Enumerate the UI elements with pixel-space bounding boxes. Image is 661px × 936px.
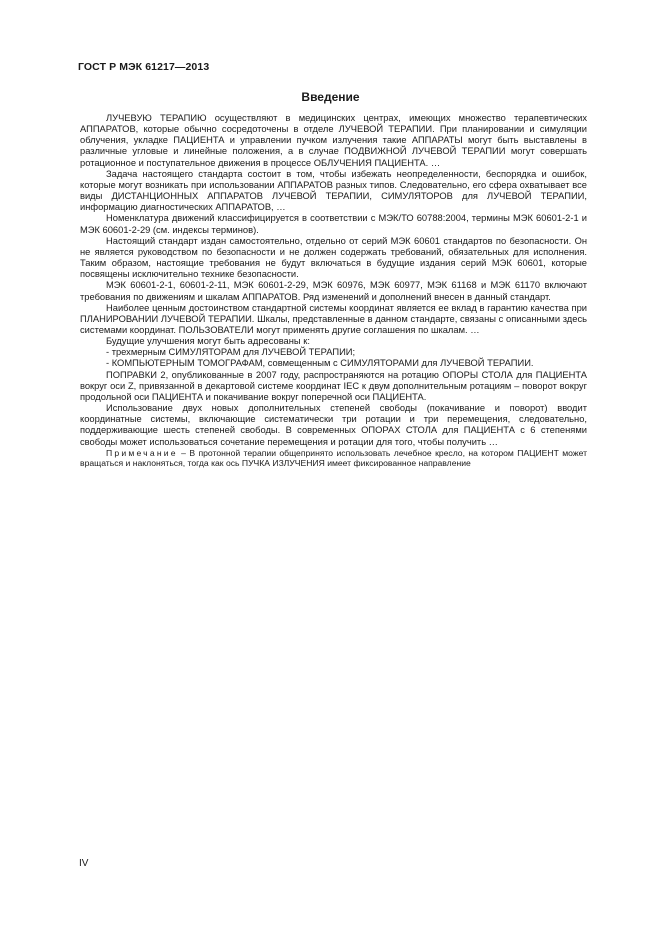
paragraph: Номенклатура движений классифицируется в соответствии с МЭК/ТО 60788:2004, термины МЭК 60601-2-1 и МЭК 60601-2-29 (см. индексы терминов). (80, 213, 587, 235)
page-number: IV (79, 858, 89, 869)
note-text: – В протонной терапии общепринято использовать лечебное кресло, на котором ПАЦИЕНТ может вращаться и наклоняться, тогда как ось ПУЧКА ИЗЛУЧЕНИЯ имеет фиксированное направление (80, 447, 588, 469)
section-title: Введение (301, 90, 360, 104)
paragraph: Будущие улучшения могут быть адресованы к: (106, 336, 310, 347)
paragraph: Наиболее ценным достоинством стандартной системы координат является ее вклад в гарантию качества при ПЛАНИРОВАНИИ ЛУЧЕВОЙ ТЕРАПИИ. Шкалы, представленные в данном стандарте, связаны с описанными здесь системами координат. ПОЛЬЗОВАТЕЛИ могут применять другие соглашения по шкалам. … (80, 302, 587, 335)
paragraph: ЛУЧЕВУЮ ТЕРАПИЮ осуществляют в медицинских центрах, имеющих множество терапевтических АППАРАТОВ, которые обычно сосредоточены в отделе ЛУЧЕВОЙ ТЕРАПИИ. При планировании и симуляции облучения, укладке ПАЦИЕНТА и управлении пучком излучения такие АППАРАТЫ могут быть выставлены в различные угловые и линейные положения, а в случае ПОДВИЖНОЙ ЛУЧЕВОЙ ТЕРАПИИ могут совершать ротационное и поступательное движения в процессе ОБЛУЧЕНИЯ ПАЦИЕНТА. … (80, 113, 587, 168)
note (80, 448, 587, 469)
standard-header: ГОСТ Р МЭК 61217—2013 (78, 61, 210, 73)
paragraph: Задача настоящего стандарта состоит в том, чтобы избежать неопределенности, беспорядка и ошибок, которые могут возникать при использовании АППАРАТОВ разных типов. Следовательно, его сфера охватывает все виды ДИСТАНЦИОННЫХ АППАРАТОВ ЛУЧЕВОЙ ТЕРАПИИ, СИМУЛЯТОРОВ для ЛУЧЕВОЙ ТЕРАПИИ, информацию диагностических АППАРАТОВ, … (80, 168, 587, 213)
body-text (80, 113, 587, 469)
paragraph: Использование двух новых дополнительных степеней свободы (покачивание и поворот) вводит координатные системы, включающие систематически три ротации и три перемещения, следовательно, поддерживающие шесть степеней свободы. В современных ОПОРАХ СТОЛА для ПАЦИЕНТА с 6 степенями свободы может использоваться сочетание перемещения и ротации для того, чтобы получить … (80, 403, 587, 447)
paragraph: МЭК 60601-2-1, 60601-2-11, МЭК 60601-2-29, МЭК 60976, МЭК 60977, МЭК 61168 и МЭК 61170 включают требования по движениям и шкалам АППАРАТОВ. Ряд изменений и дополнений внесен в данный стандарт. (80, 280, 587, 302)
paragraph: Настоящий стандарт издан самостоятельно, отдельно от серий МЭК 60601 стандартов по безопасности. Он не является руководством по безопасности и не должен содержать требований, обязательных для исполнения. Таким образом, настоящие требования не будут включаться в будущие издания серий МЭК 60601, которые посвящены исключительно технике безопасности. (80, 235, 587, 280)
paragraph: ПОПРАВКИ 2, опубликованные в 2007 году, распространяются на ротацию ОПОРЫ СТОЛА для ПАЦИЕНТА вокруг оси Z, привязанной в декартовой системе координат IEC к двум дополнительным ротациям – поворот вокруг продольной оси ПАЦИЕНТА и покачивание вокруг поперечной оси ПАЦИЕНТА. (80, 369, 587, 402)
list-item: - КОМПЬЮТЕРНЫМ ТОМОГРАФАМ, совмещенным с СИМУЛЯТОРАМИ для ЛУЧЕВОЙ ТЕРАПИИ. (106, 358, 534, 369)
list-item: - трехмерным СИМУЛЯТОРАМ для ЛУЧЕВОЙ ТЕРАПИИ; (106, 347, 356, 358)
note-label: Примечание (106, 447, 178, 458)
